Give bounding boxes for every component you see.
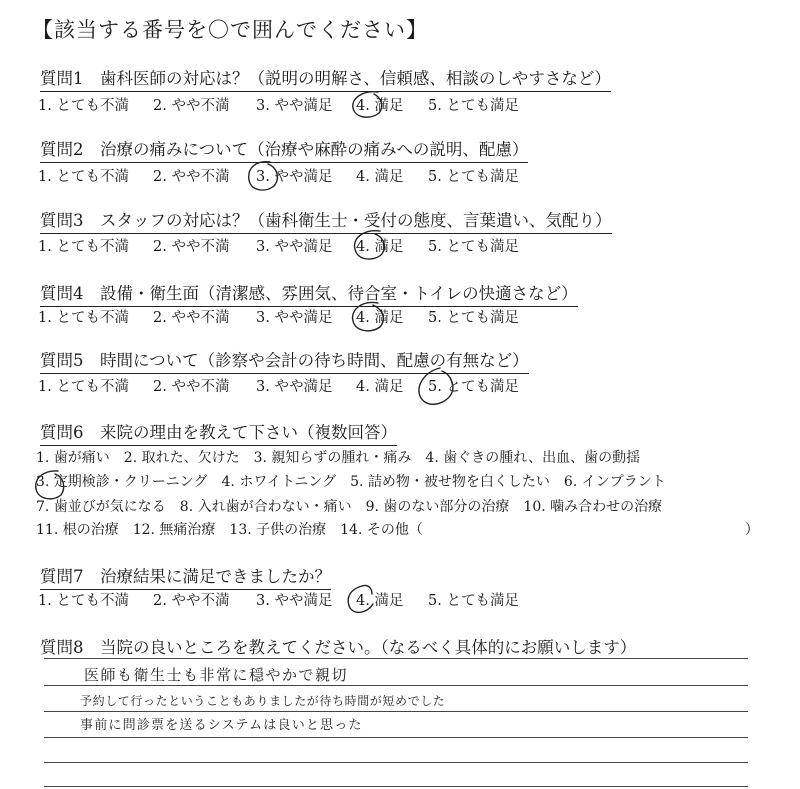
q3-option-5[interactable]: 5. とても満足 — [428, 239, 519, 255]
q6-line-1[interactable]: 1. 歯が痛い 2. 取れた、欠けた 3. 親知らずの腫れ・痛み 4. 歯ぐきの腫れ、出血、歯の動揺 — [36, 450, 641, 466]
page-title: 【該当する番号を〇で囲んでください】 — [32, 18, 428, 42]
question-6-heading: 質問6 来院の理由を教えて下さい（複数回答） — [40, 422, 397, 446]
q4-option-1[interactable]: 1. とても不満 — [38, 310, 129, 326]
question-5-heading: 質問5 時間について（診察や会計の待ち時間、配慮の有無など） — [40, 350, 529, 374]
question-7-heading: 質問7 治療結果に満足できましたか？ — [40, 566, 331, 590]
question-3-options — [38, 237, 519, 257]
answer-rule-1 — [44, 658, 748, 659]
answer-line-1[interactable]: 医師も衛生士も非常に穏やかで親切 — [84, 666, 349, 684]
answer-line-2[interactable]: 予約して行ったということもありましたが待ち時間が短めでした — [80, 694, 446, 708]
q5-option-1[interactable]: 1. とても不満 — [38, 379, 129, 395]
question-5-options — [38, 377, 519, 397]
q4-option-4[interactable]: 4. 満足 — [356, 310, 404, 326]
q6-line-2[interactable]: 3. 定期検診・クリーニング 4. ホワイトニング 5. 詰め物・被せ物を白くしたい 6. インプラント — [36, 474, 666, 490]
question-8-heading: 質問8 当院の良いところを教えてください。（なるべく具体的にお願いします） — [40, 638, 637, 657]
q2-option-1[interactable]: 1. とても不満 — [38, 169, 129, 185]
q4-option-2[interactable]: 2. やや不満 — [153, 310, 230, 326]
q3-option-1[interactable]: 1. とても不満 — [38, 239, 129, 255]
q2-option-5[interactable]: 5. とても満足 — [428, 169, 519, 185]
q4-option-5[interactable]: 5. とても満足 — [428, 310, 519, 326]
answer-rule-3 — [44, 711, 748, 712]
question-1-heading: 質問1 歯科医師の対応は？（説明の明解さ、信頼感、相談のしやすさなど） — [40, 68, 611, 92]
q2-option-3[interactable]: 3. やや満足 — [256, 169, 333, 185]
answer-rule-6 — [44, 786, 748, 787]
q7-option-1[interactable]: 1. とても不満 — [38, 593, 129, 609]
q5-option-3[interactable]: 3. やや満足 — [256, 379, 333, 395]
q2-option-2[interactable]: 2. やや不満 — [153, 169, 230, 185]
q5-option-2[interactable]: 2. やや不満 — [153, 379, 230, 395]
q6-line-3[interactable]: 7. 歯並びが気になる 8. 入れ歯が合わない・痛い 9. 歯のない部分の治療 10. 噛み合わせの治療 — [36, 499, 663, 515]
q1-option-2[interactable]: 2. やや不満 — [153, 98, 230, 114]
question-2-heading: 質問2 治療の痛みについて（治療や麻酔の痛みへの説明、配慮） — [40, 139, 528, 163]
answer-rule-2 — [44, 685, 748, 686]
question-7-options — [38, 591, 519, 611]
q3-option-3[interactable]: 3. やや満足 — [256, 239, 333, 255]
q5-option-5[interactable]: 5. とても満足 — [428, 379, 519, 395]
q3-option-4[interactable]: 4. 満足 — [356, 239, 404, 255]
q6-line-4[interactable]: 11. 根の治療 12. 無痛治療 13. 子供の治療 14. その他（ ） — [36, 522, 759, 538]
q5-option-4[interactable]: 4. 満足 — [356, 379, 404, 395]
q3-option-2[interactable]: 2. やや不満 — [153, 239, 230, 255]
q7-option-5[interactable]: 5. とても満足 — [428, 593, 519, 609]
q4-option-3[interactable]: 3. やや満足 — [256, 310, 333, 326]
q7-option-4[interactable]: 4. 満足 — [356, 593, 404, 609]
q7-option-2[interactable]: 2. やや不満 — [153, 593, 230, 609]
question-3-heading: 質問3 スタッフの対応は？（歯科衛生士・受付の態度、言葉遣い、気配り） — [40, 210, 612, 234]
q1-option-4[interactable]: 4. 満足 — [356, 98, 404, 114]
q1-option-5[interactable]: 5. とても満足 — [428, 98, 519, 114]
answer-line-3[interactable]: 事前に問診票を送るシステムは良いと思った — [80, 718, 363, 733]
answer-rule-5 — [44, 762, 748, 763]
question-2-options — [38, 167, 519, 187]
question-4-heading: 質問4 設備・衛生面（清潔感、雰囲気、待合室・トイレの快適さなど） — [40, 283, 578, 307]
question-4-options — [38, 308, 519, 328]
answer-rule-4 — [44, 737, 748, 738]
q7-option-3[interactable]: 3. やや満足 — [256, 593, 333, 609]
question-1-options — [38, 96, 519, 116]
q1-option-3[interactable]: 3. やや満足 — [256, 98, 333, 114]
q2-option-4[interactable]: 4. 満足 — [356, 169, 404, 185]
q1-option-1[interactable]: 1. とても不満 — [38, 98, 129, 114]
